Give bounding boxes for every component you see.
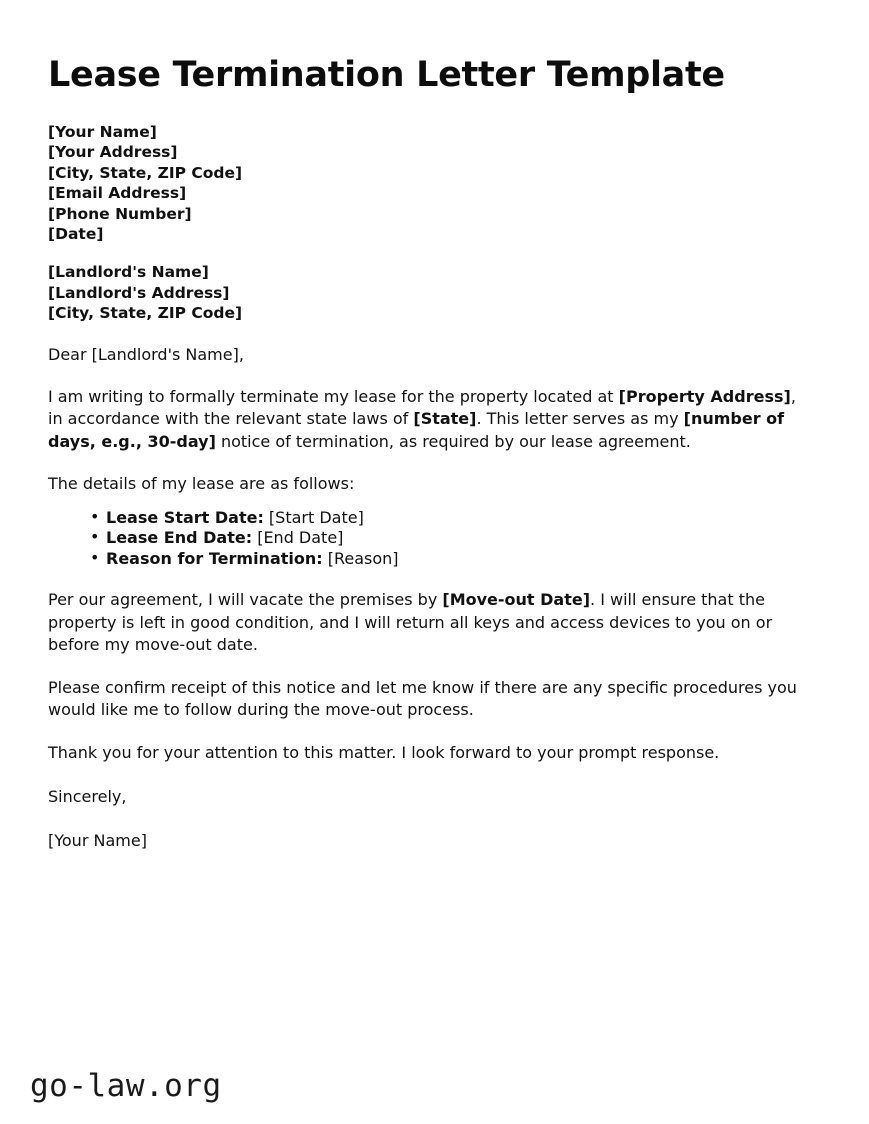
closing-salutation: Sincerely, [48,787,127,807]
page-title: Lease Termination Letter Template [48,55,725,95]
paragraph-confirm-receipt: Please confirm receipt of this notice and let me know if there are any specific procedures you would like me to follow during the move-out process. [48,677,797,720]
recipient-address-block [48,262,814,323]
list-item [90,528,814,549]
paragraph-vacate-premises [48,589,814,657]
list-item [90,549,814,570]
recipient-line-address: [Landlord's Address] [48,283,230,302]
site-watermark: go-law.org [30,1068,222,1104]
paragraph-termination-notice [48,386,814,454]
para2-text-1: Per our agreement, I will vacate the premises by [48,590,443,610]
lease-end-date-value: [End Date] [252,528,344,548]
para1-text-3: . This letter serves as my [476,409,684,429]
para2-placeholder-move-out-date: [Move-out Date] [442,590,591,610]
recipient-line-name: [Landlord's Name] [48,263,209,282]
sender-line-city: [City, State, ZIP Code] [48,163,243,182]
lease-end-date-label: Lease End Date: [106,528,253,548]
recipient-line-city: [City, State, ZIP Code] [48,304,243,323]
sender-line-name: [Your Name] [48,123,157,141]
sender-line-email: [Email Address] [48,184,187,203]
details-intro: The details of my lease are as follows: [48,474,355,494]
para1-text-2: , in accordance with the relevant state laws of [48,386,796,429]
reason-for-termination-value: [Reason] [322,548,399,568]
reason-for-termination-label: Reason for Termination: [106,548,323,568]
sender-line-phone: [Phone Number] [48,204,192,223]
sender-line-address: [Your Address] [48,143,178,162]
sender-address-block [48,122,814,244]
paragraph-thank-you: Thank you for your attention to this matter. I look forward to your prompt response. [48,742,720,762]
para1-placeholder-notice-days: [number of days, e.g., 30-day] [48,409,785,451]
para2-text-2: . I will ensure that the property is left in good condition, and I will return all keys and access devices to you on or before my move-out date. [48,590,773,655]
letter-body [48,54,814,852]
para1-text-4: notice of termination, as required by our lease agreement. [215,431,691,451]
salutation: Dear [Landlord's Name], [48,344,244,364]
para1-placeholder-state: [State] [413,409,477,429]
lease-start-date-value: [Start Date] [263,507,364,527]
list-item [90,508,814,529]
lease-start-date-label: Lease Start Date: [106,507,264,527]
lease-details-list [48,508,814,570]
para1-text-1: I am writing to formally terminate my lease for the property located at [48,386,619,406]
sender-line-date: [Date] [48,225,104,244]
signature-name: [Your Name] [48,831,147,851]
para1-placeholder-property-address: [Property Address] [618,386,791,406]
